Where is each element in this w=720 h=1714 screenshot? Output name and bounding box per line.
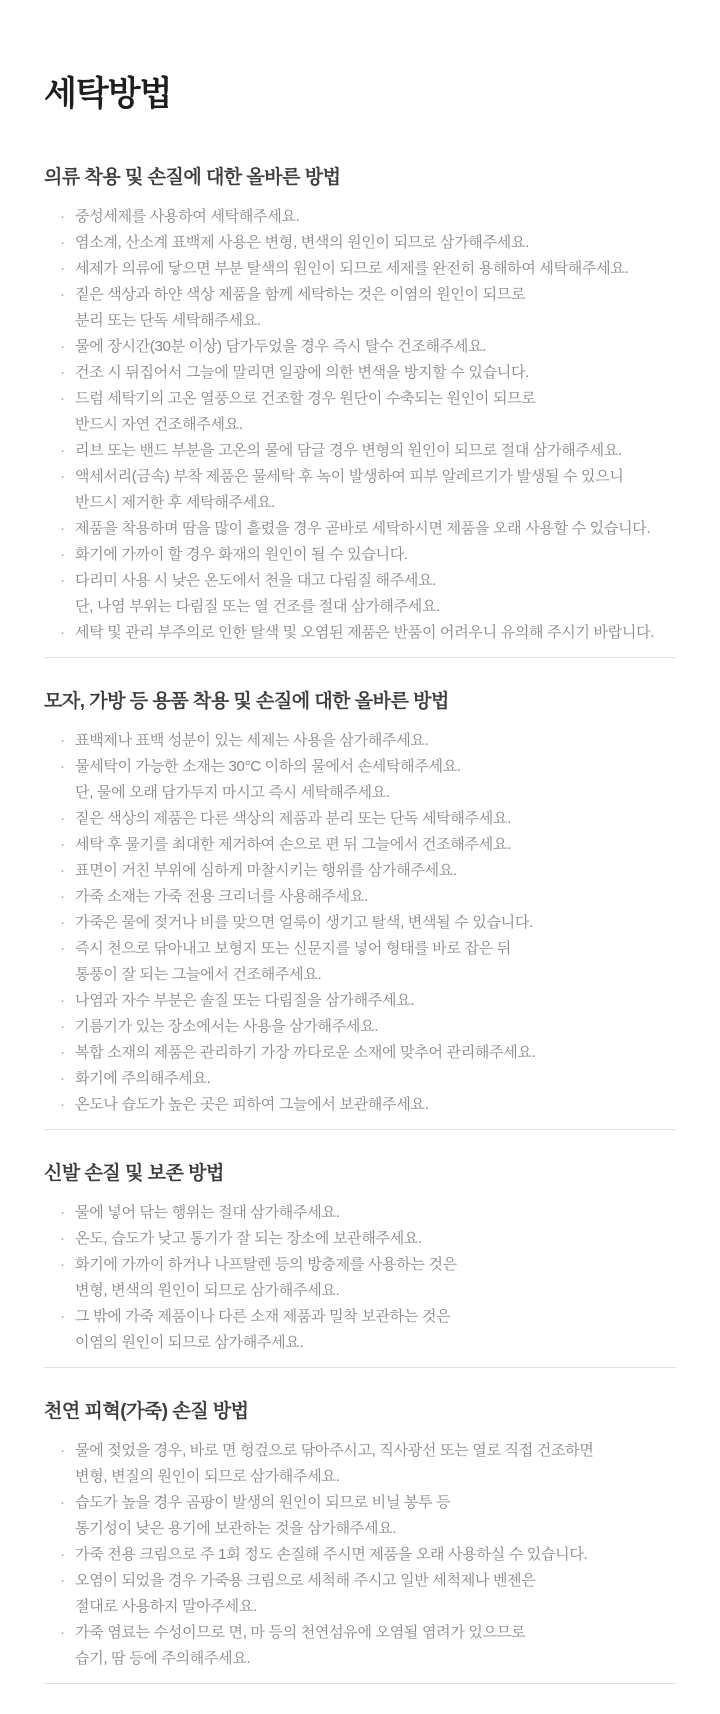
list-item xyxy=(60,754,676,806)
list-item-line: 오염이 되었을 경우 가죽용 크림으로 세척해 주시고 일반 세척제나 벤젠은 xyxy=(75,1572,536,1589)
list-item-line: 습기, 땀 등에 주의해주세요. xyxy=(75,1650,251,1667)
list-item xyxy=(60,256,676,282)
care-list xyxy=(44,1200,676,1356)
section-heading: 천연 피혁(가죽) 손질 방법 xyxy=(44,1401,249,1422)
list-item xyxy=(60,464,676,516)
list-item-line: 물에 젖었을 경우, 바로 면 헝겊으로 닦아주시고, 직사광선 또는 열로 직접 건조하면 xyxy=(75,1442,594,1459)
list-item xyxy=(60,230,676,256)
list-item-line: 복합 소재의 제품은 관리하기 가장 까다로운 소재에 맞추어 관리해주세요. xyxy=(75,1044,536,1061)
list-item xyxy=(60,568,676,620)
bullet-icon: · xyxy=(60,1494,65,1511)
section-heading: 의류 착용 및 손질에 대한 올바른 방법 xyxy=(44,167,341,188)
bullet-icon: · xyxy=(60,1096,65,1113)
list-item-line: 가죽 소재는 가죽 전용 크리너를 사용해주세요. xyxy=(75,888,368,905)
list-item-line: 통기성이 낮은 용기에 보관하는 것을 삼가해주세요. xyxy=(75,1520,397,1537)
list-item-line: 화기에 가까이 하거나 나프탈렌 등의 방충제를 사용하는 것은 xyxy=(75,1256,457,1273)
page-title: 세탁방법 xyxy=(44,75,172,113)
list-item-line: 온도나 습도가 높은 곳은 피하여 그늘에서 보관해주세요. xyxy=(75,1096,429,1113)
list-item xyxy=(60,1304,676,1356)
bullet-icon: · xyxy=(60,390,65,407)
list-item-line: 염소계, 산소계 표백제 사용은 변형, 변색의 원인이 되므로 삼가해주세요. xyxy=(75,234,530,251)
section-heading: 신발 손질 및 보존 방법 xyxy=(44,1163,224,1184)
list-item-line: 짙은 색상과 하얀 색상 제품을 함께 세탁하는 것은 이염의 원인이 되므로 xyxy=(75,286,526,303)
bullet-icon: · xyxy=(60,732,65,749)
bullet-icon: · xyxy=(60,1624,65,1641)
list-item-line: 습도가 높을 경우 곰팡이 발생의 원인이 되므로 비닐 봉투 등 xyxy=(75,1494,451,1511)
list-item-line: 이염의 원인이 되므로 삼가해주세요. xyxy=(75,1334,304,1351)
list-item xyxy=(60,1568,676,1620)
care-section-1 xyxy=(44,164,676,646)
list-item-line: 짙은 색상의 제품은 다른 색상의 제품과 분리 또는 단독 세탁해주세요. xyxy=(75,810,511,827)
bullet-icon: · xyxy=(60,624,65,641)
list-item-line: 물세탁이 가능한 소재는 30°C 이하의 물에서 손세탁해주세요. xyxy=(75,758,461,775)
list-item xyxy=(60,1092,676,1118)
list-item xyxy=(60,204,676,230)
bullet-icon: · xyxy=(60,888,65,905)
bullet-icon: · xyxy=(60,940,65,957)
list-item-line: 건조 시 뒤집어서 그늘에 말리면 일광에 의한 변색을 방지할 수 있습니다. xyxy=(75,364,530,381)
list-item xyxy=(60,988,676,1014)
list-item xyxy=(60,1066,676,1092)
section-divider xyxy=(44,1129,676,1130)
list-item-line: 통풍이 잘 되는 그늘에서 건조해주세요. xyxy=(75,966,322,983)
bullet-icon: · xyxy=(60,758,65,775)
list-item xyxy=(60,516,676,542)
bullet-icon: · xyxy=(60,468,65,485)
bullet-icon: · xyxy=(60,1070,65,1087)
list-item-line: 세제가 의류에 닿으면 부분 탈색의 원인이 되므로 세제를 완전히 용해하여 세탁해주세요. xyxy=(75,260,629,277)
list-item-line: 다리미 사용 시 낮은 온도에서 천을 대고 다림질 해주세요. xyxy=(75,572,437,589)
list-item-line: 단, 물에 오래 담가두지 마시고 즉시 세탁해주세요. xyxy=(75,784,390,801)
list-item xyxy=(60,360,676,386)
bullet-icon: · xyxy=(60,260,65,277)
section-divider xyxy=(44,1683,676,1684)
list-item-line: 온도, 습도가 낮고 통기가 잘 되는 장소에 보관해주세요. xyxy=(75,1230,422,1247)
list-item-line: 변형, 변색의 원인이 되므로 삼가해주세요. xyxy=(75,1282,340,1299)
bullet-icon: · xyxy=(60,1204,65,1221)
section-divider xyxy=(44,1367,676,1368)
list-item xyxy=(60,282,676,334)
list-item xyxy=(60,858,676,884)
care-section-2 xyxy=(44,688,676,1118)
care-list xyxy=(44,1438,676,1672)
section-heading: 모자, 가방 등 용품 착용 및 손질에 대한 올바른 방법 xyxy=(44,691,449,712)
bullet-icon: · xyxy=(60,1018,65,1035)
list-item xyxy=(60,1040,676,1066)
bullet-icon: · xyxy=(60,572,65,589)
list-item xyxy=(60,386,676,438)
list-item xyxy=(60,1620,676,1672)
bullet-icon: · xyxy=(60,546,65,563)
bullet-icon: · xyxy=(60,992,65,1009)
list-item xyxy=(60,1542,676,1568)
list-item-line: 나염과 자수 부분은 솔질 또는 다림질을 삼가해주세요. xyxy=(75,992,415,1009)
list-item-line: 분리 또는 단독 세탁해주세요. xyxy=(75,312,261,329)
bullet-icon: · xyxy=(60,1044,65,1061)
bullet-icon: · xyxy=(60,1308,65,1325)
bullet-icon: · xyxy=(60,234,65,251)
list-item xyxy=(60,884,676,910)
list-item-line: 반드시 자연 건조해주세요. xyxy=(75,416,243,433)
care-section-3 xyxy=(44,1160,676,1356)
list-item-line: 화기에 주의해주세요. xyxy=(75,1070,211,1087)
list-item-line: 드럼 세탁기의 고온 열풍으로 건조할 경우 원단이 수축되는 원인이 되므로 xyxy=(75,390,536,407)
list-item-line: 표백제나 표백 성분이 있는 세제는 사용을 삼가해주세요. xyxy=(75,732,429,749)
list-item xyxy=(60,910,676,936)
bullet-icon: · xyxy=(60,1546,65,1563)
list-item-line: 중성세제를 사용하여 세탁해주세요. xyxy=(75,208,300,225)
list-item xyxy=(60,542,676,568)
list-item-line: 가죽은 물에 젖거나 비를 맞으면 얼룩이 생기고 탈색, 변색될 수 있습니다. xyxy=(75,914,533,931)
list-item xyxy=(60,1438,676,1490)
bullet-icon: · xyxy=(60,862,65,879)
list-item-line: 세탁 후 물기를 최대한 제거하여 손으로 편 뒤 그늘에서 건조해주세요. xyxy=(75,836,511,853)
list-item xyxy=(60,334,676,360)
list-item-line: 액세서리(금속) 부착 제품은 물세탁 후 녹이 발생하여 피부 알레르기가 발생될 수 있으니 xyxy=(75,468,624,485)
care-list xyxy=(44,728,676,1118)
bullet-icon: · xyxy=(60,364,65,381)
bullet-icon: · xyxy=(60,520,65,537)
bullet-icon: · xyxy=(60,1230,65,1247)
list-item-line: 표면이 거친 부위에 심하게 마찰시키는 행위를 삼가해주세요. xyxy=(75,862,457,879)
list-item xyxy=(60,806,676,832)
list-item-line: 가죽 전용 크림으로 주 1회 정도 손질해 주시면 제품을 오래 사용하실 수 있습니다. xyxy=(75,1546,588,1563)
bullet-icon: · xyxy=(60,208,65,225)
care-section-4 xyxy=(44,1398,676,1672)
bullet-icon: · xyxy=(60,442,65,459)
list-item-line: 즉시 천으로 닦아내고 보형지 또는 신문지를 넣어 형태를 바로 잡은 뒤 xyxy=(75,940,511,957)
list-item-line: 물에 장시간(30분 이상) 담가두었을 경우 즉시 탈수 건조해주세요. xyxy=(75,338,487,355)
list-item-line: 세탁 및 관리 부주의로 인한 탈색 및 오염된 제품은 반품이 어려우니 유의해 주시기 바랍니다. xyxy=(75,624,655,641)
bullet-icon: · xyxy=(60,338,65,355)
list-item xyxy=(60,438,676,464)
list-item-line: 리브 또는 밴드 부분을 고온의 물에 담글 경우 변형의 원인이 되므로 절대 삼가해주세요. xyxy=(75,442,622,459)
list-item xyxy=(60,1014,676,1040)
list-item-line: 화기에 가까이 할 경우 화재의 원인이 될 수 있습니다. xyxy=(75,546,408,563)
care-list xyxy=(44,204,676,646)
list-item xyxy=(60,728,676,754)
list-item-line: 제품을 착용하며 땀을 많이 흘렸을 경우 곧바로 세탁하시면 제품을 오래 사용할 수 있습니다. xyxy=(75,520,651,537)
list-item xyxy=(60,1490,676,1542)
list-item xyxy=(60,1226,676,1252)
list-item xyxy=(60,1200,676,1226)
bullet-icon: · xyxy=(60,286,65,303)
content xyxy=(44,164,676,1684)
list-item-line: 그 밖에 가죽 제품이나 다른 소재 제품과 밀착 보관하는 것은 xyxy=(75,1308,451,1325)
bullet-icon: · xyxy=(60,914,65,931)
list-item-line: 단, 나염 부위는 다림질 또는 열 건조를 절대 삼가해주세요. xyxy=(75,598,441,615)
list-item xyxy=(60,1252,676,1304)
list-item-line: 기름기가 있는 장소에서는 사용을 삼가해주세요. xyxy=(75,1018,379,1035)
list-item-line: 절대로 사용하지 말아주세요. xyxy=(75,1598,257,1615)
list-item-line: 변형, 변질의 원인이 되므로 삼가해주세요. xyxy=(75,1468,340,1485)
list-item-line: 가죽 염료는 수성이므로 면, 마 등의 천연섬유에 오염될 염려가 있으므로 xyxy=(75,1624,526,1641)
bullet-icon: · xyxy=(60,810,65,827)
list-item xyxy=(60,832,676,858)
list-item-line: 물에 넣어 닦는 행위는 절대 삼가해주세요. xyxy=(75,1204,340,1221)
bullet-icon: · xyxy=(60,836,65,853)
section-divider xyxy=(44,657,676,658)
bullet-icon: · xyxy=(60,1572,65,1589)
list-item xyxy=(60,620,676,646)
list-item-line: 반드시 제거한 후 세탁해주세요. xyxy=(75,494,275,511)
bullet-icon: · xyxy=(60,1256,65,1273)
list-item xyxy=(60,936,676,988)
bullet-icon: · xyxy=(60,1442,65,1459)
